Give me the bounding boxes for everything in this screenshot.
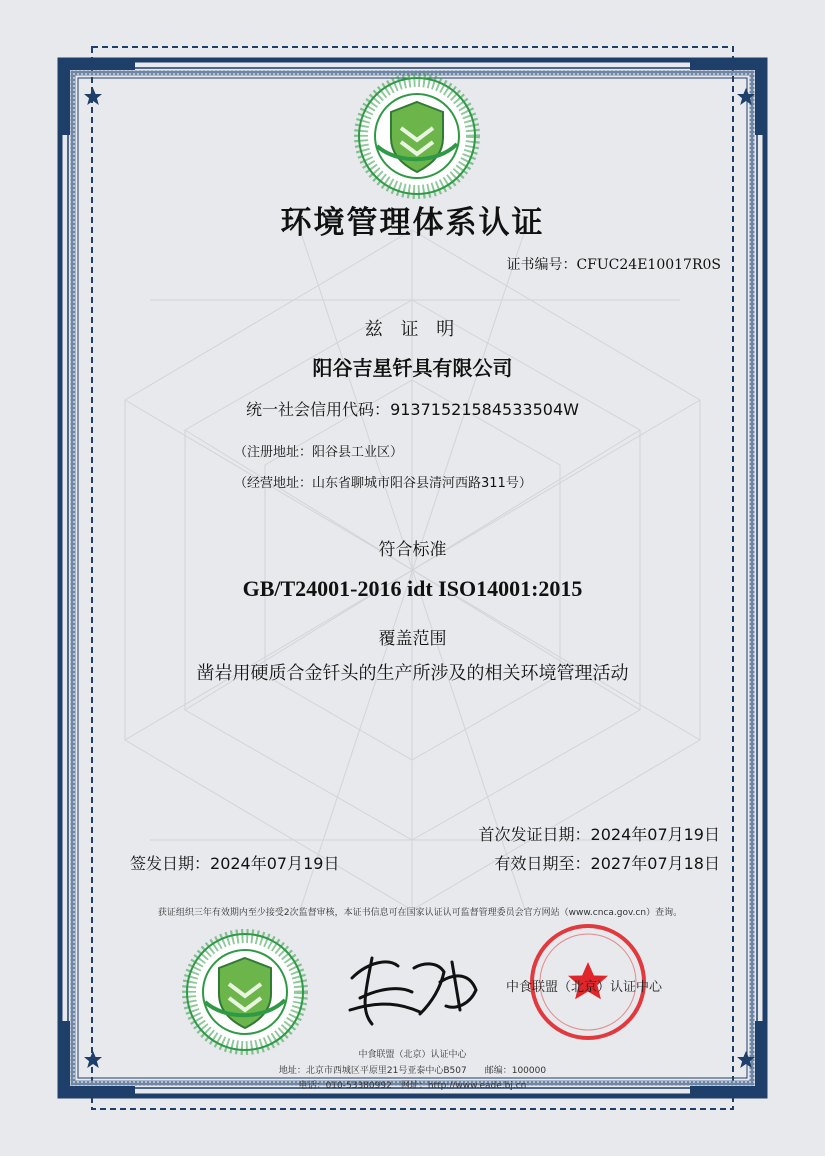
verification-note: 获证组织三年有效期内至少接受2次监督审核，本证书信息可在国家认证认可监督管理委员会官方网站（www.cnca.gov.cn）查询。: [157, 908, 683, 918]
valid-value: 2027年07月18日: [590, 854, 720, 873]
credit-code-label: 统一社会信用代码：: [246, 400, 391, 419]
standard-value: GB/T24001-2016 idt ISO14001:2015: [242, 576, 583, 601]
first-issue-date: [479, 822, 720, 845]
scope-value: 凿岩用硬质合金钎头的生产所涉及的相关环境管理活动: [196, 663, 629, 684]
cert-number: [506, 254, 721, 274]
footer-address: 地址：北京市西城区平原里21号亚泰中心B507 邮编：100000: [278, 1066, 547, 1076]
company-name: 阳谷吉星钎具有限公司: [312, 356, 513, 380]
first-issue-value: 2024年07月19日: [590, 825, 720, 844]
footer-contact: 电话：010-53380992 网址：http://www.eade.bj.cn: [298, 1081, 527, 1091]
issue-value: 2024年07月19日: [210, 854, 340, 873]
credit-code: [0, 397, 825, 420]
hereby-certify: 兹 证 明: [364, 319, 461, 340]
business-address: （经营地址：山东省聊城市阳谷县清河西路311号）: [234, 476, 532, 491]
standard-heading: 符合标准: [378, 540, 447, 560]
signature-icon: [350, 958, 476, 1024]
issue-label: 签发日期：: [130, 854, 211, 873]
green-shield-logo-icon: [359, 78, 475, 194]
cert-number-label: 证书编号：: [506, 257, 577, 273]
green-shield-logo-bottom-icon: [187, 934, 303, 1050]
cert-number-value: CFUC24E10017R0S: [576, 257, 721, 273]
credit-code-value: 91371521584533504W: [390, 400, 579, 419]
issuer-name: 中食联盟（北京）认证中心: [506, 980, 663, 995]
first-issue-label: 首次发证日期：: [478, 825, 591, 844]
valid-until-date: [495, 851, 720, 874]
issue-date: [130, 851, 339, 874]
registered-address: （注册地址：阳谷县工业区）: [234, 445, 404, 460]
scope-heading: 覆盖范围: [378, 629, 447, 649]
certificate-title: 环境管理体系认证: [280, 205, 545, 241]
footer-name: 中食联盟（北京）认证中心: [358, 1050, 467, 1060]
valid-label: 有效日期至：: [494, 854, 591, 873]
